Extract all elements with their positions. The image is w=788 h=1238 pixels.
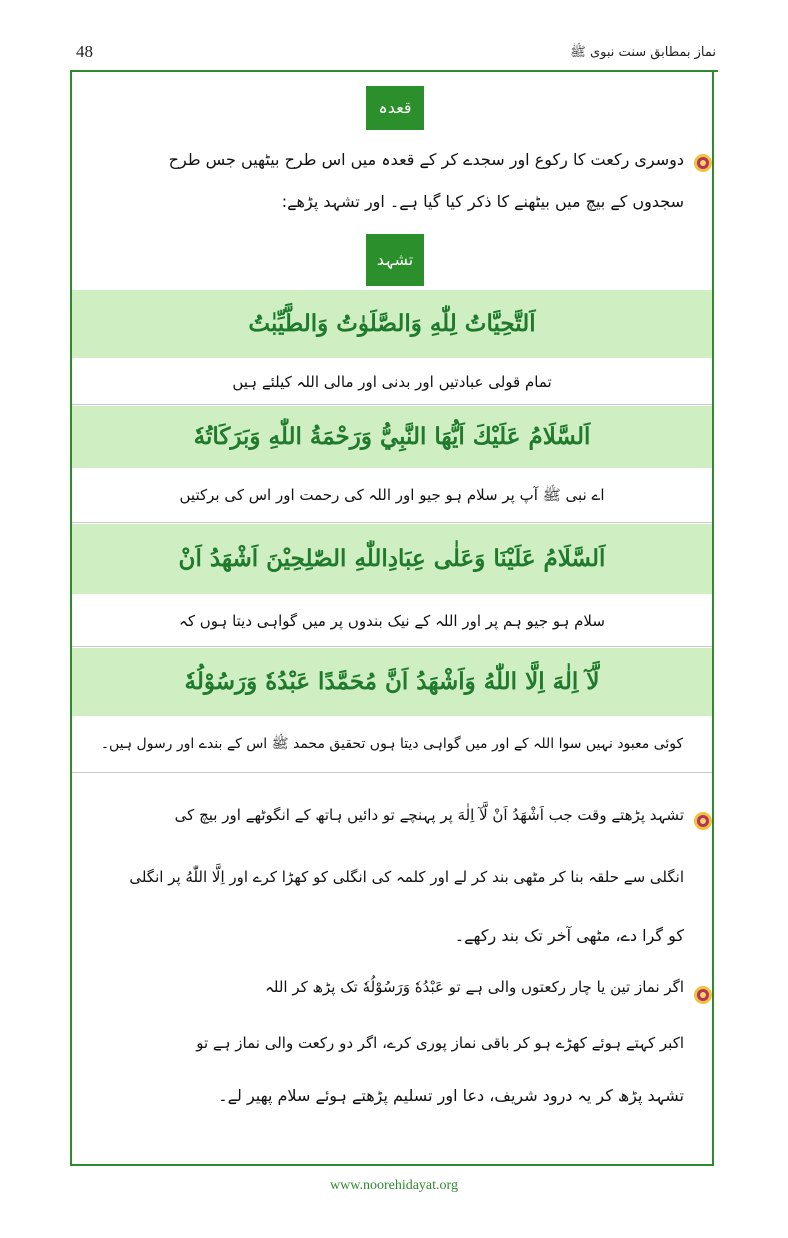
para2-line-2: انگلی سے حلقہ بنا کر مٹھی بند کر لے اور کلمہ کی انگلی کو کھڑا کرے اور اِلَّا اللّٰهُ پر انگلی (129, 868, 684, 886)
arabic-line-4: لَّآ اِلٰهَ اِلَّا اللّٰهُ وَاَشْهَدُ اَنَّ مُحَمَّدًا عَبْدُهٗ وَرَسُوْلُهٗ (72, 648, 712, 716)
divider (72, 404, 712, 405)
divider (72, 772, 712, 773)
page-number: 48 (76, 42, 93, 61)
divider (72, 522, 712, 523)
flower-bullet-icon (694, 812, 712, 830)
translation-line-2: اے نبی ﷺ آپ پر سلام ہو جیو اور اللہ کی رحمت اور اس کی برکتیں (179, 486, 605, 504)
flower-bullet-icon (694, 986, 712, 1004)
translation-line-3: سلام ہو جیو ہم پر اور اللہ کے نیک بندوں پر میں گواہی دیتا ہوں کہ (179, 612, 605, 630)
footer-url[interactable]: www.noorehidayat.org (330, 1178, 458, 1193)
translation-line-4: کوئی معبود نہیں سوا اللہ کے اور میں گواہی دیتا ہوں تحقیق محمد ﷺ اس کے بندے اور رسول ہیں۔ (100, 736, 684, 752)
para3-line-2: اکبر کہتے ہوئے کھڑے ہو کر باقی نماز پوری کرے، اگر دو رکعت والی نماز ہے تو (196, 1034, 684, 1052)
divider (72, 646, 712, 647)
qaada-heading: قعدہ (366, 86, 424, 130)
para3-line-1: اگر نماز تین یا چار رکعتوں والی ہے تو عَبْدُهٗ وَرَسُوْلُهٗ تک پڑھ کر اللہ (265, 978, 684, 996)
arabic-line-2: اَلسَّلَامُ عَلَيْكَ اَيُّهَا النَّبِيُّ وَرَحْمَةُ اللّٰهِ وَبَرَكَاتُهٗ (72, 406, 712, 468)
arabic-line-3: اَلسَّلَامُ عَلَيْنَا وَعَلٰى عِبَادِاللّٰهِ الصّٰلِحِيْنَ اَشْهَدُ اَنْ (72, 524, 712, 594)
qaada-para-line-2: سجدوں کے بیچ میں بیٹھنے کا ذکر کیا گیا ہے۔ اور تشہد پڑھے: (281, 192, 684, 211)
translation-line-1: تمام قولی عبادتیں اور بدنی اور مالی اللہ کیلئے ہیں (232, 373, 552, 391)
flower-bullet-icon (694, 154, 712, 172)
para2-line-3: کو گرا دے، مٹھی آخر تک بند رکھے۔ (454, 926, 684, 945)
arabic-line-1: اَلتَّحِيَّاتُ لِلّٰهِ وَالصَّلَوٰتُ وَالطَّيِّبٰتُ (72, 290, 712, 358)
para2-line-1: تشہد پڑھتے وقت جب اَشْهَدُ اَنْ لَّآ اِلٰهَ پر پہنچے تو دائیں ہاتھ کے انگوٹھے اور بیچ کی (174, 806, 684, 824)
para3-line-3: تشہد پڑھ کر یہ درود شریف، دعا اور تسلیم پڑھتے ہوئے سلام پھیر لے۔ (218, 1086, 684, 1105)
header-title: نماز بمطابق سنت نبوی ﷺ (570, 45, 716, 60)
tashahhud-heading: تشہد (366, 234, 424, 286)
qaada-para-line-1: دوسری رکعت کا رکوع اور سجدے کر کے قعدہ میں اس طرح بیٹھیں جس طرح (168, 150, 684, 169)
